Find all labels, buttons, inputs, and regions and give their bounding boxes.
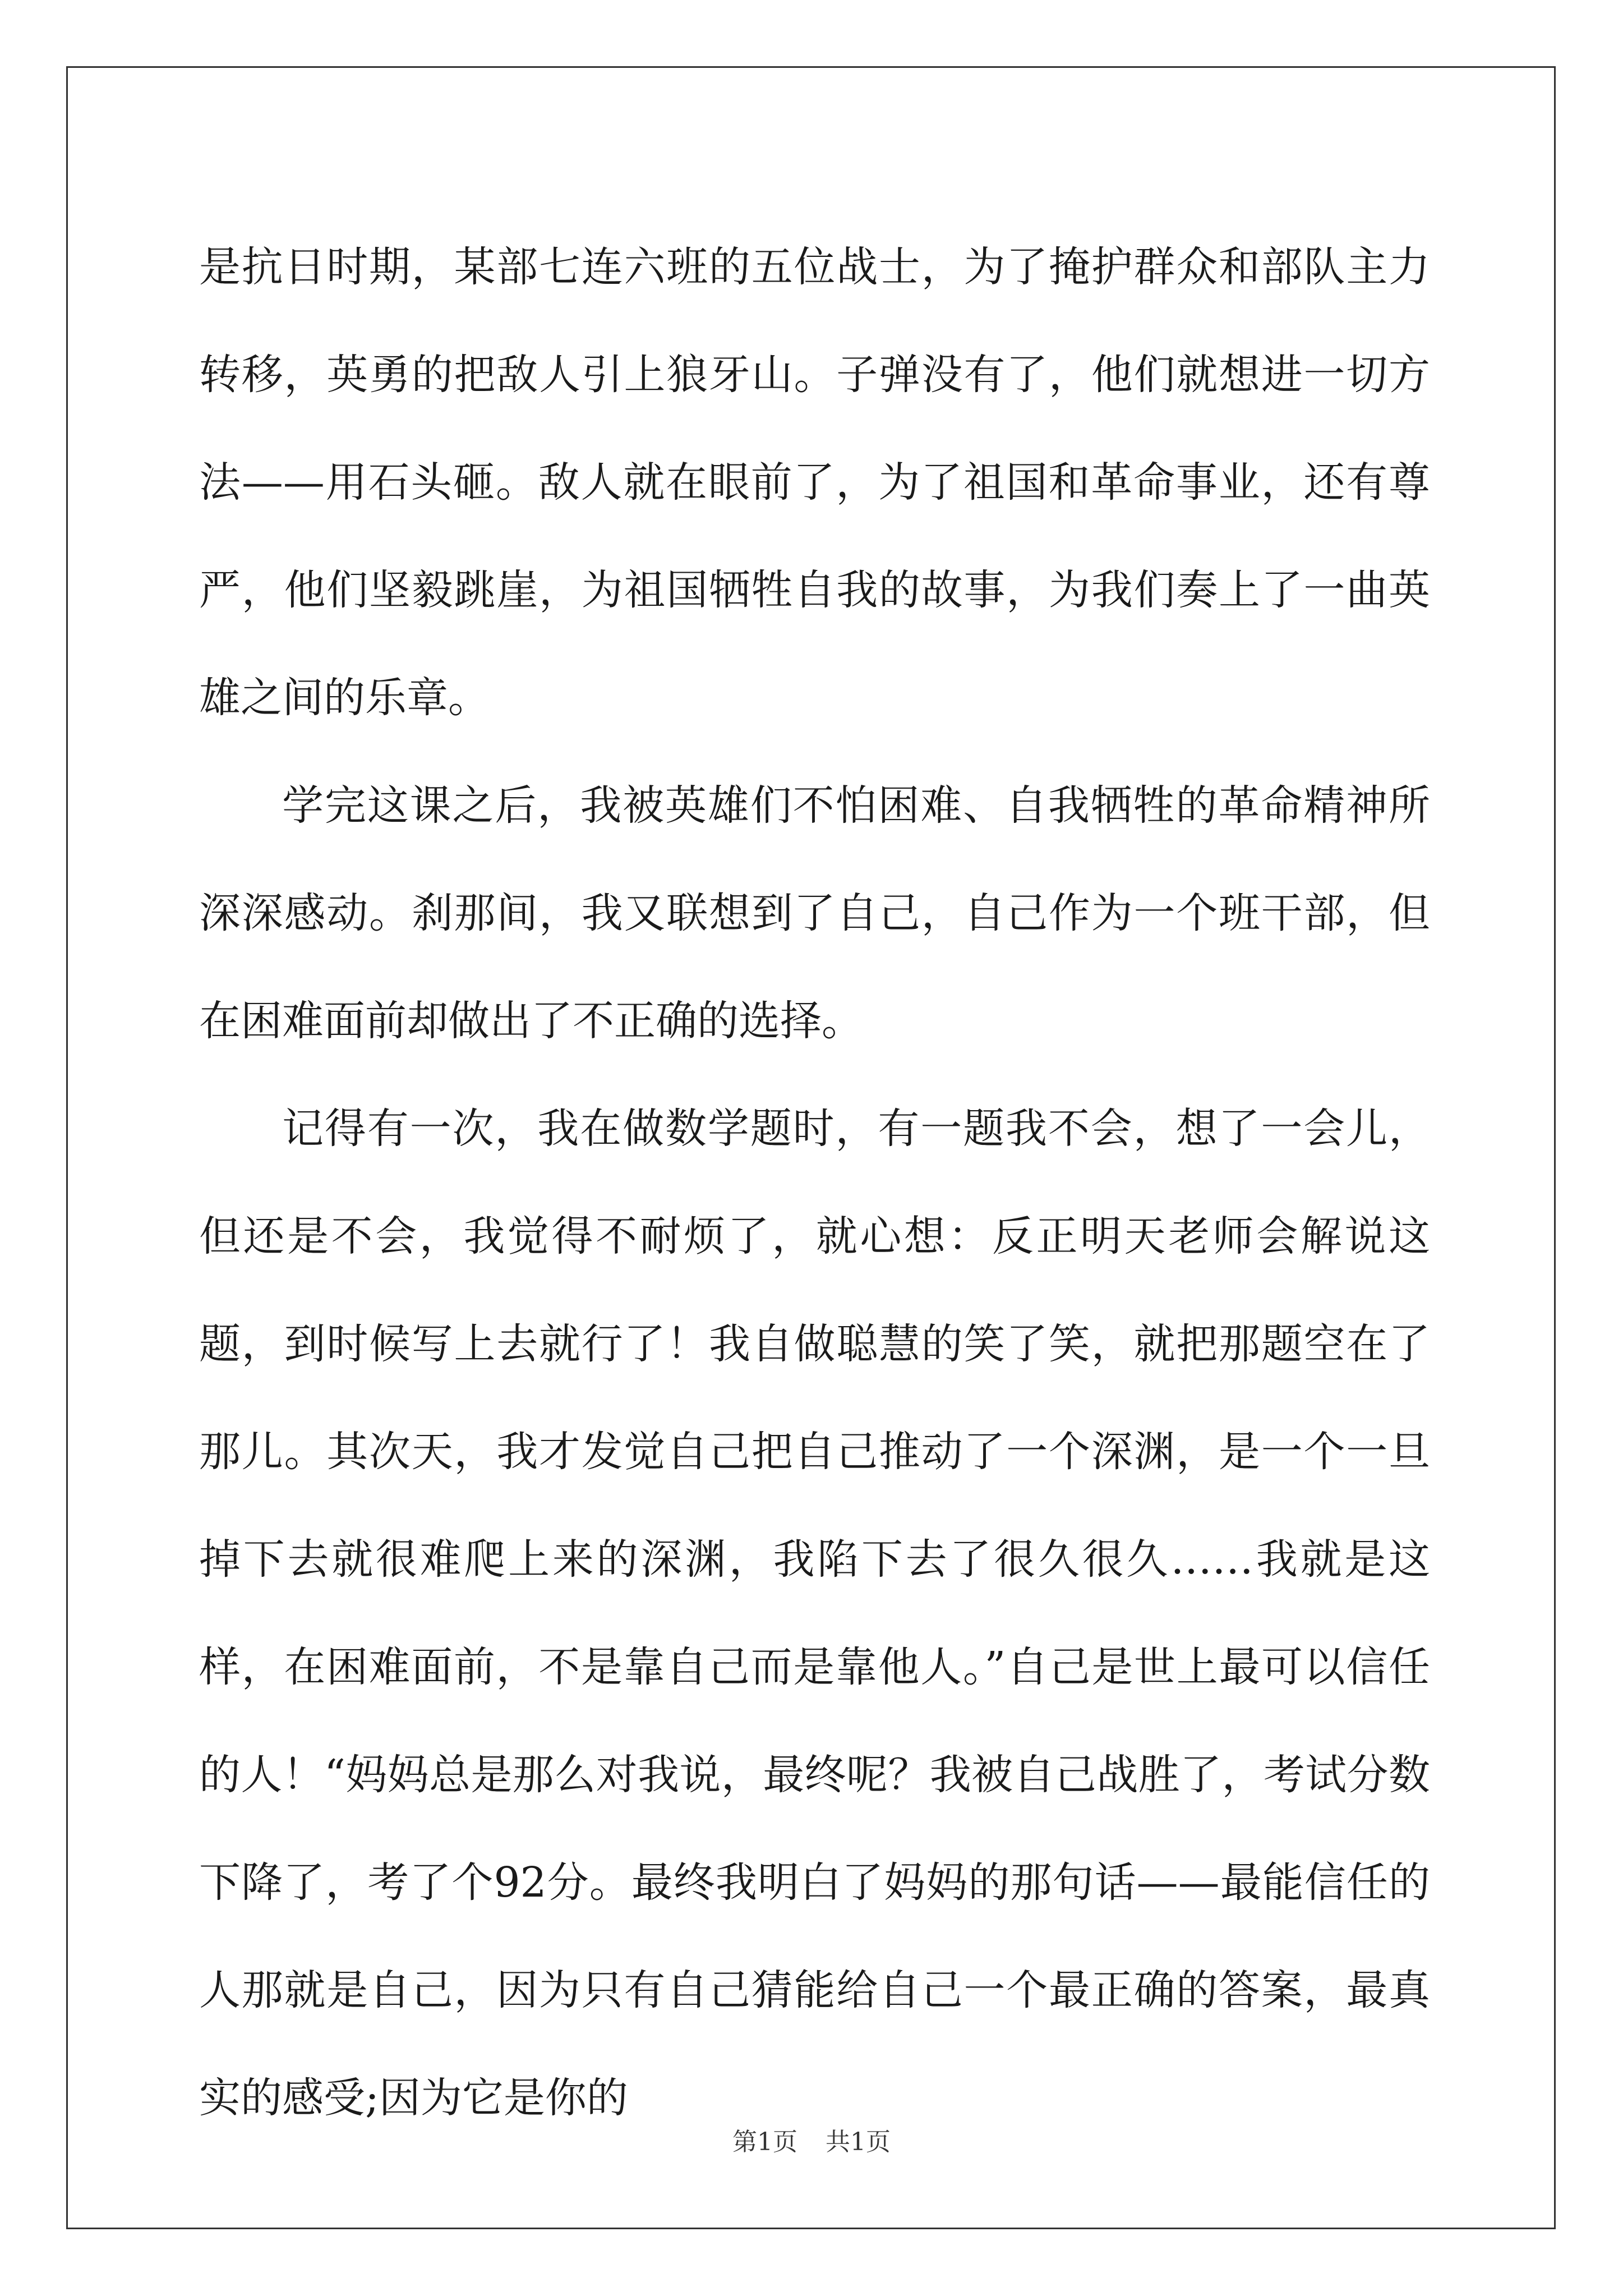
page-total: 共1页 — [826, 2128, 891, 2156]
page-number: 第1页 — [732, 2128, 797, 2156]
page-footer — [0, 2122, 1623, 2157]
paragraph-2: 学完这课之后，我被英雄们不怕困难、自我牺牲的革命精神所深深感动。刹那间，我又联想到了自己，自己作为一个班干部，但在困难面前却做出了不正确的选择。 — [199, 781, 1430, 1045]
paragraph-1: 是抗日时期，某部七连六班的五位战士，为了掩护群众和部队主力转移，英勇的把敌人引上狼牙山。子弹没有了，他们就想进一切方法——用石头砸。敌人就在眼前了，为了祖国和革命事业，还有尊严，他们坚毅跳崖，为祖国牺牲自我的故事，为我们奏上了一曲英雄之间的乐章。 — [199, 243, 1430, 722]
paragraph-3: 记得有一次，我在做数学题时，有一题我不会，想了一会儿，但还是不会，我觉得不耐烦了，就心想：反正明天老师会解说这题，到时候写上去就行了！我自做聪慧的笑了笑，就把那题空在了那儿。其次天，我才发觉自己把自己推动了一个深渊，是一个一旦掉下去就很难爬上来的深渊，我陷下去了很久很久……我就是这样，在困难面前，不是靠自己而是靠他人。”自己是世上最可以信任的人！“妈妈总是那么对我说，最终呢？我被自己战胜了，考试分数下降了，考了个92分。最终我明白了妈妈的那句话——最能信任的人那就是自己，因为只有自己猜能给自己一个最正确的答案，最真实的感受;因为它是你的 — [199, 1105, 1430, 2122]
document-body — [199, 213, 1430, 2152]
